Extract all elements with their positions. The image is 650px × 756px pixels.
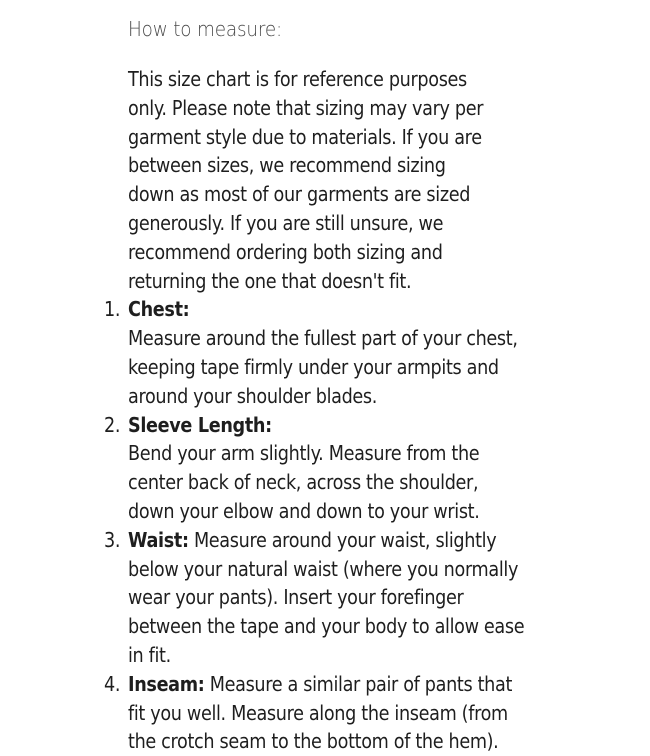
list-number: 4. bbox=[104, 671, 121, 696]
item-description: Measure around your waist, slightly below your natural waist (where you normally wear your pants). Insert your forefinger between the tape and your body to allow ease in fit. bbox=[128, 527, 525, 667]
item-title: Inseam: bbox=[128, 671, 205, 696]
list-number: 3. bbox=[104, 527, 121, 552]
list-item-text bbox=[128, 670, 529, 756]
item-title: Waist: bbox=[128, 527, 189, 552]
measure-steps-list bbox=[104, 295, 528, 756]
section-heading: How to measure: bbox=[128, 17, 283, 41]
list-item-sleeve-length bbox=[104, 411, 528, 526]
item-description: Measure around the fullest part of your chest, keeping tape firmly under your armpits and around your shoulder blades. bbox=[128, 326, 518, 408]
list-item-inseam bbox=[104, 670, 528, 756]
item-title: Sleeve Length: bbox=[128, 412, 272, 437]
list-item-chest bbox=[104, 295, 528, 410]
list-number: 1. bbox=[104, 297, 121, 322]
list-item-text bbox=[128, 411, 529, 526]
item-description: Measure a similar pair of pants that fit you well. Measure along the inseam (from the crotch seam to the bottom of the hem). bbox=[128, 671, 513, 754]
list-item-waist bbox=[104, 526, 528, 670]
intro-paragraph: This size chart is for reference purposes only. Please note that sizing may vary per garment style due to materials. If you are between sizes, we recommend sizing down as most of our garments are sized generously. If you are still unsure, we recommend ordering both sizing and returning the one that doesn't fit. bbox=[128, 67, 484, 293]
list-number: 2. bbox=[104, 412, 121, 437]
measure-guide bbox=[104, 13, 528, 756]
item-description: Bend your arm slightly. Measure from the center back of neck, across the shoulder, down your elbow and down to your wrist. bbox=[128, 441, 480, 523]
item-title: Chest: bbox=[128, 297, 190, 322]
list-item-text bbox=[128, 526, 529, 670]
list-item-text bbox=[128, 295, 529, 410]
